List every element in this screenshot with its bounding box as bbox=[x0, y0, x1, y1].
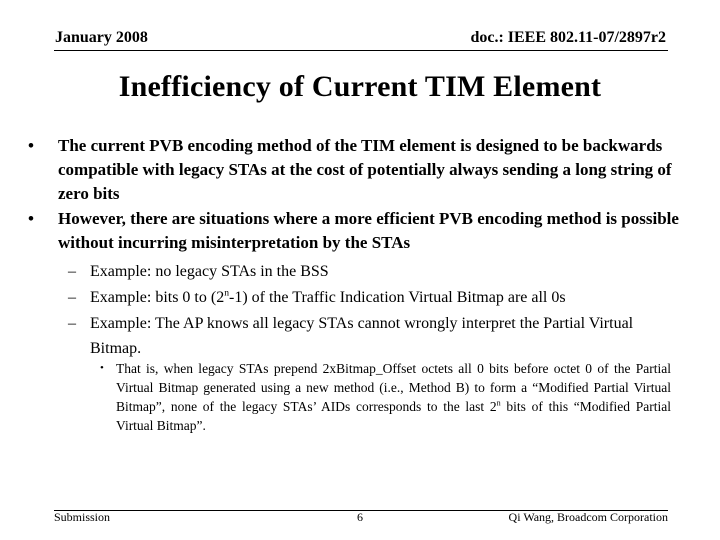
sub-bullet-2-text bbox=[90, 285, 650, 310]
header-date: January 2008 bbox=[55, 29, 148, 46]
sub-bullet-2-after: -1) of the Traffic Indication Virtual Bitmap are all 0s bbox=[229, 289, 566, 306]
dash-icon: – bbox=[68, 315, 76, 332]
bullet-dot-icon: • bbox=[28, 136, 34, 155]
sub-sub-bullet-superscript: n bbox=[496, 398, 501, 408]
small-bullet-icon: • bbox=[100, 362, 104, 374]
header-doc-id: doc.: IEEE 802.11-07/2897r2 bbox=[470, 29, 666, 46]
slide-title: Inefficiency of Current TIM Element bbox=[118, 70, 602, 103]
dash-icon: – bbox=[68, 289, 76, 306]
footer-submission: Submission bbox=[54, 510, 111, 524]
header-divider bbox=[54, 50, 668, 51]
bullet-1-text: The current PVB encoding method of the TIM element is designed to be backwards compatible with legacy STAs at the cost of potentially always sending a long string of zero bits bbox=[58, 136, 672, 203]
sub-sub-bullet-after: bits of this “Modified Partial Virtual Bitmap”. bbox=[116, 399, 671, 433]
dash-icon: – bbox=[68, 263, 76, 280]
sub-bullet-3-text: Example: The AP knows all legacy STAs cannot wrongly interpret the Partial Virtual Bitmap. bbox=[90, 315, 634, 357]
footer-author: Qi Wang, Broadcom Corporation bbox=[508, 510, 668, 524]
sub-bullet-1-text: Example: no legacy STAs in the BSS bbox=[90, 263, 329, 280]
sub-sub-bullet-before: That is, when legacy STAs prepend 2xBitmap_Offset octets all 0 bits before octet 0 of the Partial Virtual Bitmap generated using a new method (i.e., Method B) to form a “Modified Partial Virtual Bitmap”, none of the legacy STAs’ AIDs corresponds to the last 2 bbox=[116, 361, 671, 414]
bullet-2-text: However, there are situations where a more efficient PVB encoding method is possible without incurring misinterpretation by the STAs bbox=[58, 209, 679, 252]
bullet-dot-icon: • bbox=[28, 209, 34, 228]
footer-page-number: 6 bbox=[357, 510, 363, 524]
sub-sub-bullet-text bbox=[116, 359, 671, 435]
sub-bullet-2-before: Example: bits 0 to (2 bbox=[90, 289, 225, 306]
sub-bullet-2-superscript: n bbox=[224, 287, 229, 299]
